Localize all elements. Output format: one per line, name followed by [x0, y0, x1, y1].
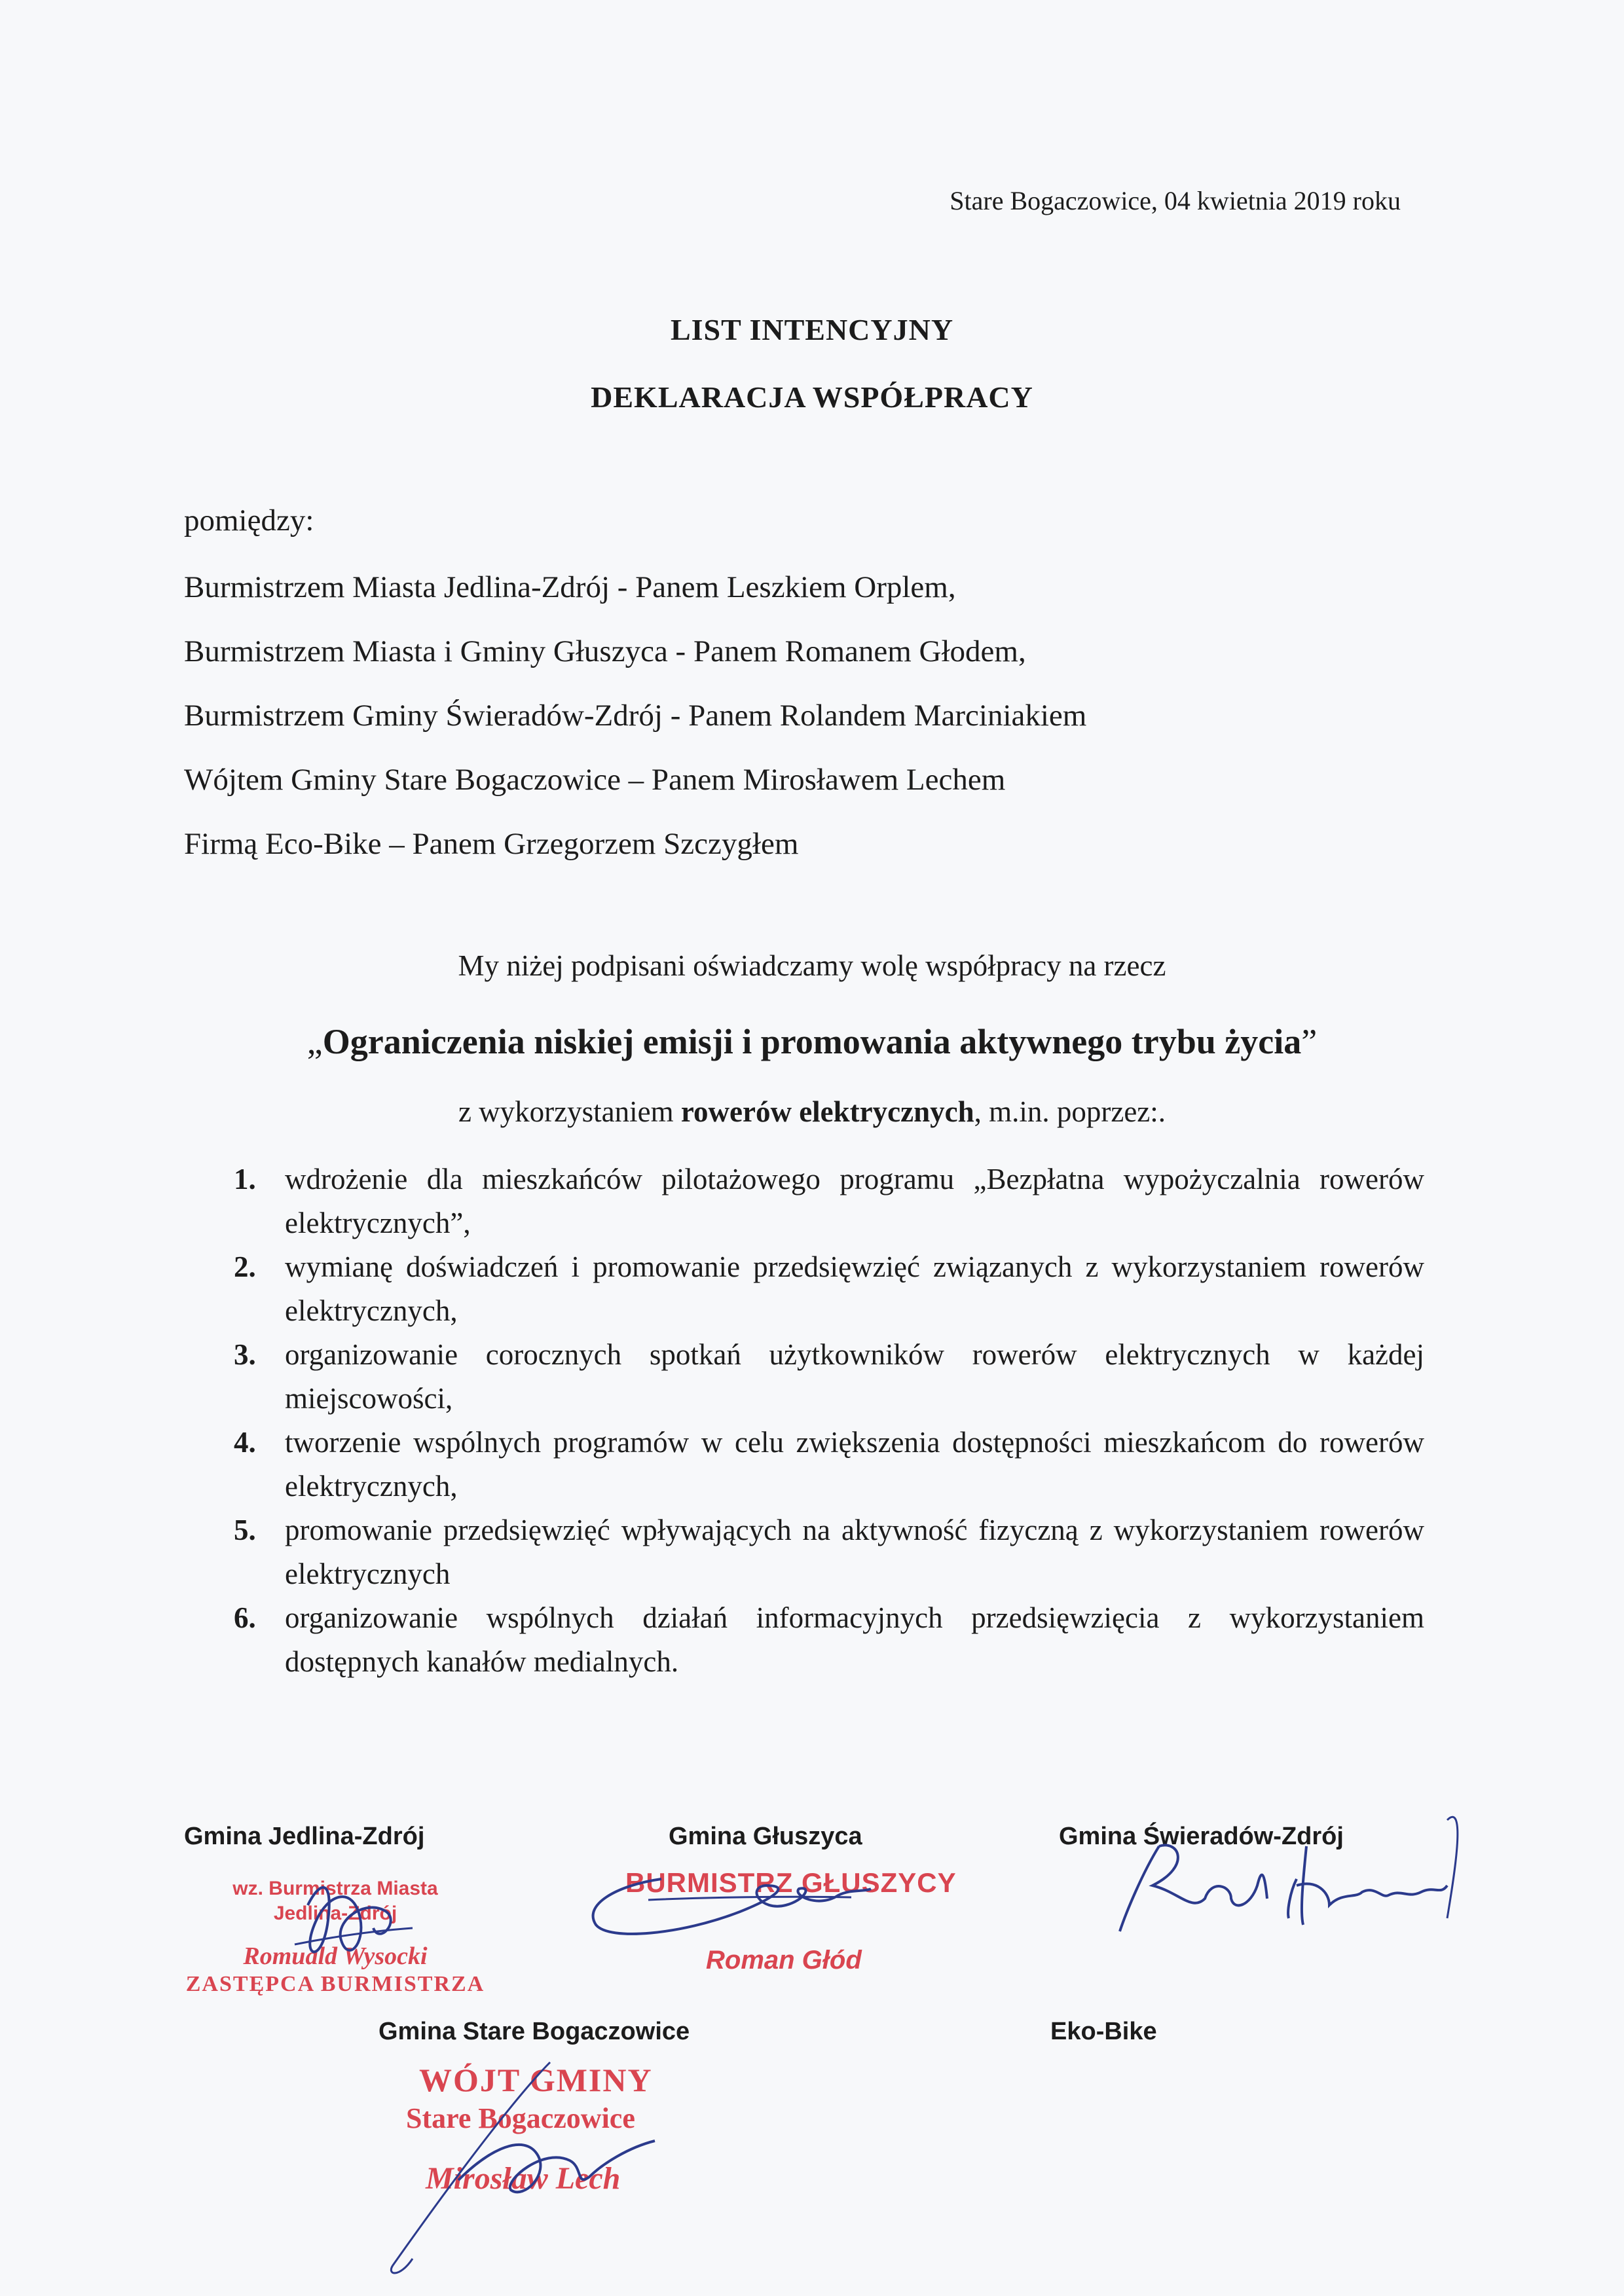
list-item: [234, 1421, 1424, 1508]
list-item-text: tworzenie wspólnych programów w celu zwiększenia dostępności mieszkańcom do rowerów elektrycznych,: [285, 1426, 1424, 1503]
list-item-text: wdrożenie dla mieszkańców pilotażowego programu „Bezpłatna wypożyczalnia rowerów elektrycznych”,: [285, 1163, 1424, 1239]
signature-label-jedlina: Gmina Jedlina-Zdrój: [184, 1823, 425, 1850]
party-jedlina: Burmistrzem Miasta Jedlina-Zdrój - Panem Leszkiem Orplem,: [184, 570, 956, 604]
stamp-jedlina-line2: Jedlina-Zdrój: [273, 1903, 397, 1924]
stamp-bogaczowice-line1: WÓJT GMINY: [419, 2062, 653, 2098]
stamp-gluszyca-role: BURMISTRZ GŁUSZYCY: [625, 1867, 957, 1898]
list-item-text: organizowanie wspólnych działań informacyjnych przedsięwzięcia z wykorzystaniem dostępnych kanałów medialnych.: [285, 1601, 1424, 1678]
list-item-number: 6.: [234, 1601, 256, 1634]
list-item: [234, 1245, 1424, 1333]
means-suffix: , m.in. poprzez:.: [974, 1095, 1166, 1128]
subject-open-quote: „: [306, 1022, 323, 1061]
document-date: Stare Bogaczowice, 04 kwietnia 2019 roku: [950, 186, 1401, 215]
signature-label-bogaczowice: Gmina Stare Bogaczowice: [378, 2018, 690, 2045]
signature-jedlina: [282, 1866, 426, 1977]
stamp-jedlina-name: Romuald Wysocki: [243, 1942, 428, 1970]
list-item-text: organizowanie corocznych spotkań użytkowników rowerów elektrycznych w każdej miejscowości,: [285, 1338, 1424, 1415]
means-bold: rowerów elektrycznych: [680, 1095, 974, 1128]
subject-text: Ograniczenia niskiej emisji i promowania aktywnego trybu życia: [322, 1022, 1302, 1061]
stamp-bogaczowice-name: Mirosław Lech: [426, 2161, 621, 2196]
party-ecobike: Firmą Eco-Bike – Panem Grzegorzem Szczygłem: [184, 827, 799, 861]
declaration-statement: My niżej podpisani oświadczamy wolę współpracy na rzecz: [458, 949, 1166, 982]
document-subtitle: DEKLARACJA WSPÓŁPRACY: [591, 380, 1033, 414]
list-item: [234, 1333, 1424, 1421]
parties-intro: pomiędzy:: [184, 503, 314, 538]
signature-label-swieradow: Gmina Świeradów-Zdrój: [1059, 1823, 1344, 1850]
stamp-jedlina-role: ZASTĘPCA BURMISTRZA: [185, 1972, 485, 1996]
document-title: LIST INTENCYJNY: [670, 313, 954, 346]
list-item-number: 3.: [234, 1338, 256, 1371]
signature-bogaczowice: [354, 2049, 694, 2285]
list-item: [234, 1157, 1424, 1245]
stamp-gluszyca-name: Roman Głód: [706, 1946, 862, 1975]
stamp-jedlina-line1: wz. Burmistrza Miasta: [232, 1878, 438, 1899]
signature-gluszyca: [576, 1859, 877, 1958]
party-gluszyca: Burmistrzem Miasta i Gminy Głuszyca - Panem Romanem Głodem,: [184, 634, 1026, 668]
stamp-bogaczowice-line2: Stare Bogaczowice: [406, 2102, 635, 2134]
list-item: [234, 1508, 1424, 1596]
signature-label-gluszyca: Gmina Głuszyca: [669, 1823, 862, 1850]
list-item-number: 2.: [234, 1250, 256, 1283]
list-item-text: wymianę doświadczeń i promowanie przedsięwzięć związanych z wykorzystaniem rowerów elektrycznych,: [285, 1250, 1424, 1327]
list-item-number: 5.: [234, 1514, 256, 1546]
declaration-subject: [0, 1021, 1624, 1062]
declaration-means: [0, 1095, 1624, 1129]
means-prefix: z wykorzystaniem: [458, 1095, 681, 1128]
list-item-number: 1.: [234, 1163, 256, 1195]
list-item-number: 4.: [234, 1426, 256, 1459]
list-item-text: promowanie przedsięwzięć wpływających na aktywność fizyczną z wykorzystaniem rowerów elektrycznych: [285, 1514, 1424, 1590]
party-swieradow: Burmistrzem Gminy Świeradów-Zdrój - Panem Rolandem Marciniakiem: [184, 699, 1087, 733]
signature-swieradow: [1080, 1800, 1460, 1944]
signature-label-ekobike: Eko-Bike: [1050, 2018, 1157, 2045]
party-bogaczowice: Wójtem Gminy Stare Bogaczowice – Panem Mirosławem Lechem: [184, 763, 1006, 797]
list-item: [234, 1596, 1424, 1684]
subject-close-quote: ”: [1301, 1022, 1318, 1061]
